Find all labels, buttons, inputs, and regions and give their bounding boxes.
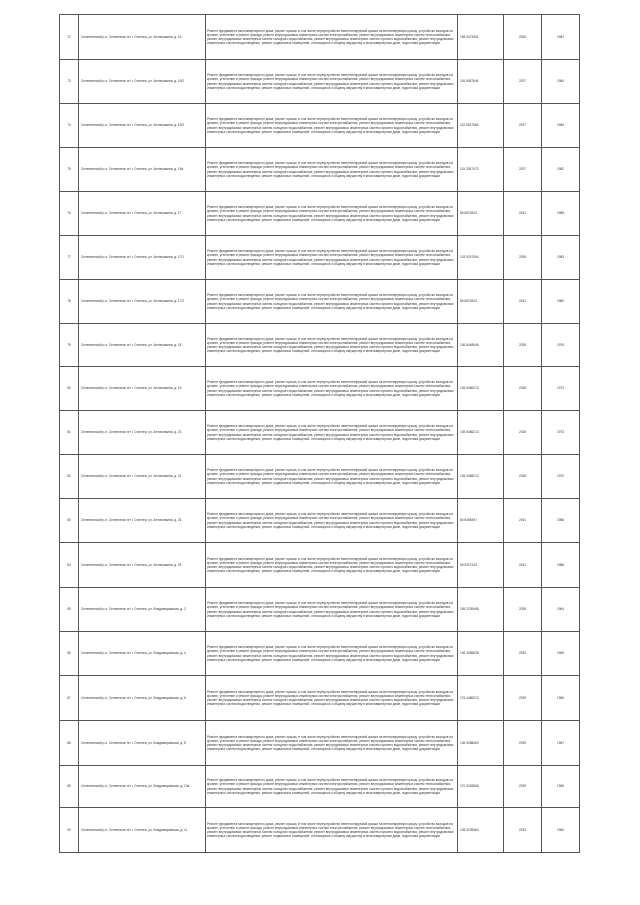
row-address: Селенгинский р-н, Селенгинск п/т г. Селенга, ул. Антоновкина, д. 15а [79, 148, 206, 192]
row-planned-year: 2029 [504, 676, 542, 721]
row-planned-year: 2028 [504, 455, 542, 499]
row-address: Селенгинский р-н, Селенгинск п/т г. Селенга, ул. Антоновкина, д. 19 [79, 367, 206, 411]
row-address: Селенгинский р-н, Селенгинск п/т г. Селенга, ул. Антоновкина, д. 15/2 [79, 60, 206, 104]
row-works: Ремонт фундамента многоквартирного дома, ремонт крыши, в том числе переустройство невентилируемой крыши на вентилируемую крышу, устройство выходов на кровлю, утепление и ремонт фасада, ремонт внутридомовых инженерных систем электроснабжения, ремонт внутридомовых инженерных систем теплоснабжения, ремонт внутридомовых инженерных систем холодного водоснабжения, ремонт внутридомовых инженерных систем горячего водоснабжения, ремонт внутридомовых инженерных систем водоотведения, ремонт подвальных помещений, относящихся к общему имуществу в многоквартирном доме, подготовка документации [206, 148, 458, 192]
row-address: Селенгинский р-н, Селенгинск п/т г. Селенга, ул. Антоновкина, д. 17 [79, 192, 206, 236]
row-address: Селенгинский р-н, Селенгинск п/т г. Селенга, ул. Антоновкина, д. 17/2 [79, 280, 206, 324]
table-row [60, 766, 580, 808]
row-planned-year: 2028 [504, 411, 542, 455]
row-address: Селенгинский р-н, Селенгинск п/т г. Селенга, ул. Антоновкина, д. 20 [79, 411, 206, 455]
row-number: 79 [60, 324, 79, 367]
row-number: 81 [60, 411, 79, 455]
row-cost: 135 5195364 [458, 808, 504, 853]
row-works: Ремонт фундамента многоквартирного дома, ремонт крыши, в том числе переустройство невентилируемой крыши на вентилируемую крышу, устройство выходов на кровлю, утепление и ремонт фасада, ремонт внутридомовых инженерных систем электроснабжения, ремонт внутридомовых инженерных систем теплоснабжения, ремонт внутридомовых инженерных систем холодного водоснабжения, ремонт внутридомовых инженерных систем горячего водоснабжения, ремонт внутридомовых инженерных систем водоотведения, ремонт подвальных помещений, относящихся к общему имуществу в многоквартирном доме, подготовка документации [206, 15, 458, 60]
row-address: Селенгинский р-н, Селенгинск п/т г. Селенга, ул. Владимировская, д. 8 [79, 721, 206, 766]
table-body [60, 15, 580, 853]
row-cost: 135 5486213 [458, 367, 504, 411]
row-cost: 136 6448546 [458, 324, 504, 367]
row-works: Ремонт фундамента многоквартирного дома, ремонт крыши, в том числе переустройство невентилируемой крыши на вентилируемую крышу, устройство выходов на кровлю, утепление и ремонт фасада, ремонт внутридомовых инженерных систем электроснабжения, ремонт внутридомовых инженерных систем теплоснабжения, ремонт внутридомовых инженерных систем холодного водоснабжения, ремонт внутридомовых инженерных систем горячего водоснабжения, ремонт внутридомовых инженерных систем водоотведения, ремонт подвальных помещений, относящихся к общему имуществу в многоквартирном доме, подготовка документации [206, 367, 458, 411]
row-planned-year: 2026 [504, 15, 542, 60]
row-works: Ремонт фундамента многоквартирного дома, ремонт крыши, в том числе переустройство невентилируемой крыши на вентилируемую крышу, устройство выходов на кровлю, утепление и ремонт фасада, ремонт внутридомовых инженерных систем электроснабжения, ремонт внутридомовых инженерных систем теплоснабжения, ремонт внутридомовых инженерных систем холодного водоснабжения, ремонт внутридомовых инженерных систем горячего водоснабжения, ремонт внутридомовых инженерных систем водоотведения, ремонт подвальных помещений, относящихся к общему имуществу в многоквартирном доме, подготовка документации [206, 721, 458, 766]
row-address: Селенгинский р-н, Селенгинск п/т г. Селенга, ул. Антоновкина, д. 17/1 [79, 236, 206, 280]
row-address: Селенгинский р-н, Селенгинск п/т г. Селенга, ул. Владимировская, д. 4 [79, 632, 206, 676]
row-address: Селенгинский р-н, Селенгинск п/т г. Селенга, ул. Владимировская, д. 11 [79, 808, 206, 853]
row-planned-year: 2033 [504, 632, 542, 676]
table-row [60, 324, 580, 367]
row-planned-year: 2028 [504, 324, 542, 367]
row-build-year: 1985 [542, 192, 580, 236]
row-cost: 116 6057644 [458, 60, 504, 104]
row-cost: 115 3267473 [458, 148, 504, 192]
table-row [60, 411, 580, 455]
row-build-year: 1981 [542, 15, 580, 60]
capital-repair-table [59, 14, 580, 853]
row-number: 89 [60, 766, 79, 808]
row-cost: 86 6875204 [458, 192, 504, 236]
row-cost: 155 5473451 [458, 15, 504, 60]
row-planned-year: 2041 [504, 192, 542, 236]
row-planned-year: 2041 [504, 499, 542, 543]
table-row [60, 60, 580, 104]
row-cost: 86 6875204 [458, 280, 504, 324]
row-planned-year: 2029 [504, 766, 542, 808]
row-works: Ремонт фундамента многоквартирного дома, ремонт крыши, в том числе переустройство невентилируемой крыши на вентилируемую крышу, устройство выходов на кровлю, утепление и ремонт фасада, ремонт внутридомовых инженерных систем электроснабжения, ремонт внутридомовых инженерных систем теплоснабжения, ремонт внутридомовых инженерных систем холодного водоснабжения, ремонт внутридомовых инженерных систем горячего водоснабжения, ремонт внутридомовых инженерных систем водоотведения, ремонт подвальных помещений, относящихся к общему имуществу в многоквартирном доме, подготовка документации [206, 766, 458, 808]
row-build-year: 1973 [542, 367, 580, 411]
table-row [60, 499, 580, 543]
row-cost: 96 5207243 [458, 543, 504, 588]
row-build-year: 1984 [542, 104, 580, 148]
row-build-year: 1984 [542, 60, 580, 104]
table-row [60, 588, 580, 632]
row-cost: 136 5288463 [458, 721, 504, 766]
row-build-year: 1986 [542, 543, 580, 588]
row-planned-year: 2035 [504, 236, 542, 280]
row-works: Ремонт фундамента многоквартирного дома, ремонт крыши, в том числе переустройство невентилируемой крыши на вентилируемую крышу, устройство выходов на кровлю, утепление и ремонт фасада, ремонт внутридомовых инженерных систем электроснабжения, ремонт внутридомовых инженерных систем теплоснабжения, ремонт внутридомовых инженерных систем холодного водоснабжения, ремонт внутридомовых инженерных систем горячего водоснабжения, ремонт внутридомовых инженерных систем водоотведения, ремонт подвальных помещений, относящихся к общему имуществу в многоквартирном доме, подготовка документации [206, 280, 458, 324]
table-row [60, 148, 580, 192]
row-works: Ремонт фундамента многоквартирного дома, ремонт крыши, в том числе переустройство невентилируемой крыши на вентилируемую крышу, устройство выходов на кровлю, утепление и ремонт фасада, ремонт внутридомовых инженерных систем электроснабжения, ремонт внутридомовых инженерных систем теплоснабжения, ремонт внутридомовых инженерных систем холодного водоснабжения, ремонт внутридомовых инженерных систем горячего водоснабжения, ремонт внутридомовых инженерных систем водоотведения, ремонт подвальных помещений, относящихся к общему имуществу в многоквартирном доме, подготовка документации [206, 676, 458, 721]
row-address: Селенгинский р-н, Селенгинск п/т г. Селенга, ул. Владимировская, д. 10а [79, 766, 206, 808]
row-planned-year: 2030 [504, 721, 542, 766]
row-number: 83 [60, 499, 79, 543]
row-planned-year: 2027 [504, 104, 542, 148]
row-works: Ремонт фундамента многоквартирного дома, ремонт крыши, в том числе переустройство невентилируемой крыши на вентилируемую крышу, устройство выходов на кровлю, утепление и ремонт фасада, ремонт внутридомовых инженерных систем электроснабжения, ремонт внутридомовых инженерных систем теплоснабжения, ремонт внутридомовых инженерных систем холодного водоснабжения, ремонт внутридомовых инженерных систем горячего водоснабжения, ремонт внутридомовых инженерных систем водоотведения, ремонт подвальных помещений, относящихся к общему имуществу в многоквартирном доме, подготовка документации [206, 411, 458, 455]
row-number: 76 [60, 192, 79, 236]
table-row [60, 808, 580, 853]
table-row [60, 15, 580, 60]
table-row [60, 676, 580, 721]
row-build-year: 1970 [542, 455, 580, 499]
row-works: Ремонт фундамента многоквартирного дома, ремонт крыши, в том числе переустройство невентилируемой крыши на вентилируемую крышу, устройство выходов на кровлю, утепление и ремонт фасада, ремонт внутридомовых инженерных систем электроснабжения, ремонт внутридомовых инженерных систем теплоснабжения, ремонт внутридомовых инженерных систем холодного водоснабжения, ремонт внутридомовых инженерных систем горячего водоснабжения, ремонт внутридомовых инженерных систем водоотведения, ремонт подвальных помещений, относящихся к общему имуществу в многоквартирном доме, подготовка документации [206, 588, 458, 632]
row-cost: 155 2239468 [458, 588, 504, 632]
row-planned-year: 2041 [504, 280, 542, 324]
row-build-year: 1964 [542, 588, 580, 632]
row-works: Ремонт фундамента многоквартирного дома, ремонт крыши, в том числе переустройство невентилируемой крыши на вентилируемую крышу, устройство выходов на кровлю, утепление и ремонт фасада, ремонт внутридомовых инженерных систем электроснабжения, ремонт внутридомовых инженерных систем теплоснабжения, ремонт внутридомовых инженерных систем холодного водоснабжения, ремонт внутридомовых инженерных систем горячего водоснабжения, ремонт внутридомовых инженерных систем водоотведения, ремонт подвальных помещений, относящихся к общему имуществу в многоквартирном доме, подготовка документации [206, 104, 458, 148]
row-number: 72 [60, 15, 79, 60]
row-works: Ремонт фундамента многоквартирного дома, ремонт крыши, в том числе переустройство невентилируемой крыши на вентилируемую крышу, устройство выходов на кровлю, утепление и ремонт фасада, ремонт внутридомовых инженерных систем электроснабжения, ремонт внутридомовых инженерных систем теплоснабжения, ремонт внутридомовых инженерных систем холодного водоснабжения, ремонт внутридомовых инженерных систем горячего водоснабжения, ремонт внутридомовых инженерных систем водоотведения, ремонт подвальных помещений, относящихся к общему имуществу в многоквартирном доме, подготовка документации [206, 192, 458, 236]
row-address: Селенгинский р-н, Селенгинск п/т г. Селенга, ул. Антоновкина, д. 25 [79, 543, 206, 588]
row-build-year: 1973 [542, 411, 580, 455]
row-cost: 170 5284566 [458, 766, 504, 808]
row-build-year: 1965 [542, 632, 580, 676]
row-build-year: 1960 [542, 808, 580, 853]
row-build-year: 1983 [542, 236, 580, 280]
row-number: 78 [60, 280, 79, 324]
row-number: 77 [60, 236, 79, 280]
row-address: Селенгинский р-н, Селенгинск п/т г. Селенга, ул. Антоновкина, д. 18 [79, 324, 206, 367]
table-row [60, 367, 580, 411]
row-planned-year: 2028 [504, 367, 542, 411]
row-address: Селенгинский р-н, Селенгинск п/т г. Селенга, ул. Антоновкина, д. 15/3 [79, 104, 206, 148]
row-works: Ремонт фундамента многоквартирного дома, ремонт крыши, в том числе переустройство невентилируемой крыши на вентилируемую крышу, устройство выходов на кровлю, утепление и ремонт фасада, ремонт внутридомовых инженерных систем электроснабжения, ремонт внутридомовых инженерных систем теплоснабжения, ремонт внутридомовых инженерных систем холодного водоснабжения, ремонт внутридомовых инженерных систем горячего водоснабжения, ремонт внутридомовых инженерных систем водоотведения, ремонт подвальных помещений, относящихся к общему имуществу в многоквартирном доме, подготовка документации [206, 499, 458, 543]
row-build-year: 1986 [542, 499, 580, 543]
row-address: Селенгинский р-н, Селенгинск п/т г. Селенга, ул. Владимировская, д. 2 [79, 588, 206, 632]
row-planned-year: 2041 [504, 543, 542, 588]
row-build-year: 1965 [542, 766, 580, 808]
row-number: 88 [60, 721, 79, 766]
row-build-year: 1966 [542, 676, 580, 721]
table-row [60, 455, 580, 499]
row-address: Селенгинский р-н, Селенгинск п/т г. Селенга, ул. Антоновкина, д. 15 [79, 15, 206, 60]
row-number: 74 [60, 104, 79, 148]
table-row [60, 721, 580, 766]
row-cost: 103 9207654 [458, 236, 504, 280]
row-works: Ремонт фундамента многоквартирного дома, ремонт крыши, в том числе переустройство невентилируемой крыши на вентилируемую крышу, устройство выходов на кровлю, утепление и ремонт фасада, ремонт внутридомовых инженерных систем электроснабжения, ремонт внутридомовых инженерных систем теплоснабжения, ремонт внутридомовых инженерных систем холодного водоснабжения, ремонт внутридомовых инженерных систем горячего водоснабжения, ремонт внутридомовых инженерных систем водоотведения, ремонт подвальных помещений, относящихся к общему имуществу в многоквартирном доме, подготовка документации [206, 324, 458, 367]
row-build-year: 1976 [542, 324, 580, 367]
row-works: Ремонт фундамента многоквартирного дома, ремонт крыши, в том числе переустройство невентилируемой крыши на вентилируемую крышу, устройство выходов на кровлю, утепление и ремонт фасада, ремонт внутридомовых инженерных систем электроснабжения, ремонт внутридомовых инженерных систем теплоснабжения, ремонт внутридомовых инженерных систем холодного водоснабжения, ремонт внутридомовых инженерных систем горячего водоснабжения, ремонт внутридомовых инженерных систем водоотведения, ремонт подвальных помещений, относящихся к общему имуществу в многоквартирном доме, подготовка документации [206, 236, 458, 280]
document-page [59, 14, 579, 853]
row-build-year: 1982 [542, 148, 580, 192]
row-cost: 135 5486213 [458, 411, 504, 455]
table-row [60, 280, 580, 324]
row-cost: 115 5027565 [458, 104, 504, 148]
row-cost: 135 3488213 [458, 455, 504, 499]
row-number: 85 [60, 588, 79, 632]
row-address: Селенгинский р-н, Селенгинск п/т г. Селенга, ул. Антоновкина, д. 21 [79, 455, 206, 499]
row-cost: 176 4486213 [458, 676, 504, 721]
row-number: 73 [60, 60, 79, 104]
row-works: Ремонт фундамента многоквартирного дома, ремонт крыши, в том числе переустройство невентилируемой крыши на вентилируемую крышу, устройство выходов на кровлю, утепление и ремонт фасада, ремонт внутридомовых инженерных систем электроснабжения, ремонт внутридомовых инженерных систем теплоснабжения, ремонт внутридомовых инженерных систем холодного водоснабжения, ремонт внутридомовых инженерных систем горячего водоснабжения, ремонт внутридомовых инженерных систем водоотведения, ремонт подвальных помещений, относящихся к общему имуществу в многоквартирном доме, подготовка документации [206, 60, 458, 104]
row-planned-year: 2027 [504, 60, 542, 104]
row-build-year: 1980 [542, 280, 580, 324]
row-number: 87 [60, 676, 79, 721]
row-number: 84 [60, 543, 79, 588]
row-number: 86 [60, 632, 79, 676]
table-row [60, 236, 580, 280]
row-planned-year: 2033 [504, 808, 542, 853]
row-works: Ремонт фундамента многоквартирного дома, ремонт крыши, в том числе переустройство невентилируемой крыши на вентилируемую крышу, устройство выходов на кровлю, утепление и ремонт фасада, ремонт внутридомовых инженерных систем электроснабжения, ремонт внутридомовых инженерных систем теплоснабжения, ремонт внутридомовых инженерных систем холодного водоснабжения, ремонт внутридомовых инженерных систем горячего водоснабжения, ремонт внутридомовых инженерных систем водоотведения, ремонт подвальных помещений, относящихся к общему имуществу в многоквартирном доме, подготовка документации [206, 808, 458, 853]
table-row [60, 104, 580, 148]
row-number: 82 [60, 455, 79, 499]
row-number: 80 [60, 367, 79, 411]
row-works: Ремонт фундамента многоквартирного дома, ремонт крыши, в том числе переустройство невентилируемой крыши на вентилируемую крышу, устройство выходов на кровлю, утепление и ремонт фасада, ремонт внутридомовых инженерных систем электроснабжения, ремонт внутридомовых инженерных систем теплоснабжения, ремонт внутридомовых инженерных систем холодного водоснабжения, ремонт внутридомовых инженерных систем горячего водоснабжения, ремонт внутридомовых инженерных систем водоотведения, ремонт подвальных помещений, относящихся к общему имуществу в многоквартирном доме, подготовка документации [206, 632, 458, 676]
row-build-year: 1967 [542, 721, 580, 766]
row-cost: 84 6498497 [458, 499, 504, 543]
row-planned-year: 2027 [504, 148, 542, 192]
table-row [60, 543, 580, 588]
row-number: 90 [60, 808, 79, 853]
row-planned-year: 2028 [504, 588, 542, 632]
row-address: Селенгинский р-н, Селенгинск п/т г. Селенга, ул. Антоновкина, д. 24 [79, 499, 206, 543]
row-cost: 136 3085638 [458, 632, 504, 676]
table-row [60, 632, 580, 676]
row-address: Селенгинский р-н, Селенгинск п/т г. Селенга, ул. Владимировская, д. 6 [79, 676, 206, 721]
row-works: Ремонт фундамента многоквартирного дома, ремонт крыши, в том числе переустройство невентилируемой крыши на вентилируемую крышу, устройство выходов на кровлю, утепление и ремонт фасада, ремонт внутридомовых инженерных систем электроснабжения, ремонт внутридомовых инженерных систем теплоснабжения, ремонт внутридомовых инженерных систем холодного водоснабжения, ремонт внутридомовых инженерных систем горячего водоснабжения, ремонт внутридомовых инженерных систем водоотведения, ремонт подвальных помещений, относящихся к общему имуществу в многоквартирном доме, подготовка документации [206, 455, 458, 499]
table-row [60, 192, 580, 236]
row-works: Ремонт фундамента многоквартирного дома, ремонт крыши, в том числе переустройство невентилируемой крыши на вентилируемую крышу, устройство выходов на кровлю, утепление и ремонт фасада, ремонт внутридомовых инженерных систем электроснабжения, ремонт внутридомовых инженерных систем теплоснабжения, ремонт внутридомовых инженерных систем холодного водоснабжения, ремонт внутридомовых инженерных систем горячего водоснабжения, ремонт внутридомовых инженерных систем водоотведения, ремонт подвальных помещений, относящихся к общему имуществу в многоквартирном доме, подготовка документации [206, 543, 458, 588]
row-number: 75 [60, 148, 79, 192]
